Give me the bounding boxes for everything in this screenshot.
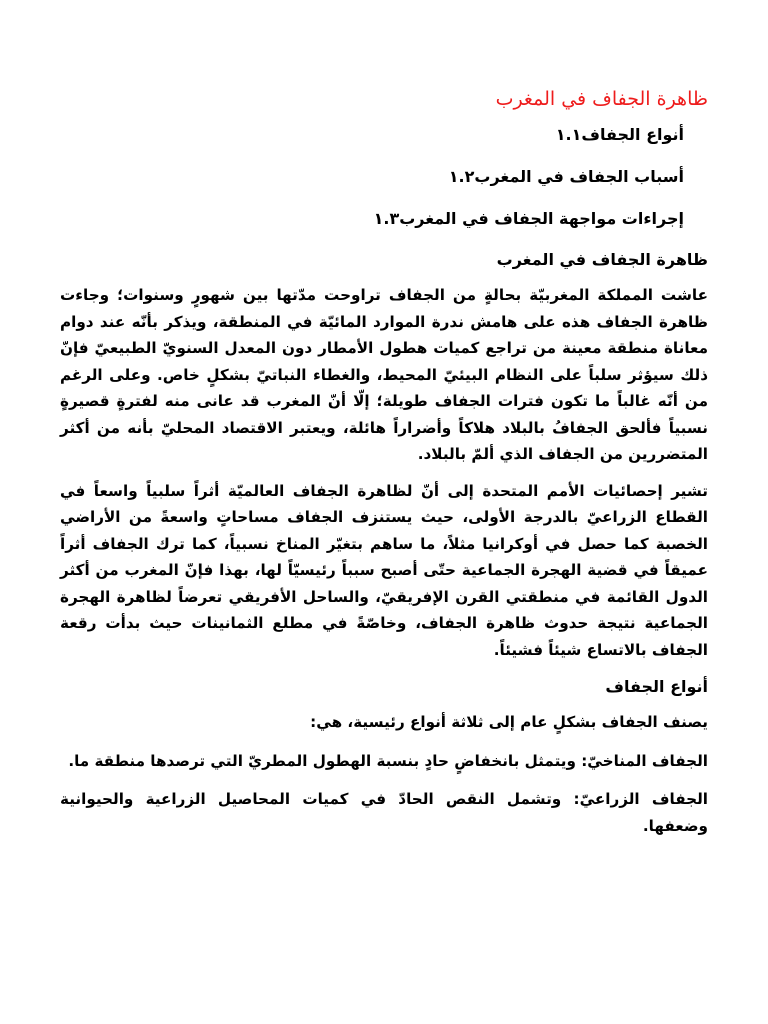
types-heading: أنواع الجفاف — [605, 677, 708, 696]
paragraph-drought-overview: عاشت المملكة المغربيّة بحالةٍ من الجفاف تراوحت مدّتها بين شهورٍ وسنوات؛ وجاءت ظاهرة الجفاف هذه على هامش ندرة الموارد المائيّة في المنطقة، ويذكر بأنّه عند دوام معاناة منطقة معينة من تراجع كميات هطول الأمطار دون المعدل السنويّ الطبيعيّ فإنّ ذلك سيؤثر سلباً على النظام البيئيّ المحيط، والغطاء النباتيّ بشكلٍ خاص. وعلى الرغم من أنّه غالباً ما تكون فترات الجفاف طويلة؛ إلّا أنّ المغرب قد عانى منه لفترةٍ قصيرةٍ نسبياً فألحق الجفافُ بالبلاد هلاكاً وأضراراً هائلة، ويعتبر الاقتصاد المحليّ بأنه من أكثر المتضررين من الجفاف الذي ألمّ بالبلاد. — [60, 286, 708, 463]
toc-item-types[interactable]: أنواع الجفاف١.١ — [555, 125, 684, 144]
type-agricultural-drought: الجفاف الزراعيّ: وتشمل النقص الحادّ في كميات المحاصيل الزراعية والحيوانية وضعفها. — [60, 790, 708, 835]
section-heading: ظاهرة الجفاف في المغرب — [496, 250, 708, 269]
types-intro: يصنف الجفاف بشكلٍ عام إلى ثلاثة أنواع رئيسية، هي: — [310, 713, 708, 731]
table-of-contents — [60, 120, 708, 234]
type-climatic-drought: الجفاف المناخيّ: ويتمثل بانخفاضٍ حادٍ بنسبة الهطول المطريّ التي ترصدها منطقة ما. — [68, 751, 708, 770]
document-title: ظاهرة الجفاف في المغرب — [495, 88, 708, 110]
paragraph-un-statistics: تشير إحصائيات الأمم المتحدة إلى أنّ لظاهرة الجفاف العالميّة أثراً سلبياً واسعاً في القطاع الزراعيّ بالدرجة الأولى، حيث يستنزف الجفاف مساحاتٍ واسعةً من الأراضي الخصبة كما حصل في أوكرانيا مثلاً، ما ساهم بتغيّر المناخ نسبياً، كما ترك الجفاف أثراً عميقاً في قضية الهجرة الجماعية حتّى أصبح سبباً رئيسيّاً لها، بهذا فإنّ المغرب من أكثر الدول القائمة في منطقتي القرن الإفريقيّ، والساحل الأفريقي تعرضاً لظاهرة الهجرة الجماعية نتيجة حدوث ظاهرة الجفاف، وخاصّةً في مطلع الثمانينات حيث بدأت رقعة الجفاف بالاتساع شيئاً فشيئاً. — [60, 481, 708, 659]
toc-item-causes[interactable]: أسباب الجفاف في المغرب١.٢ — [448, 167, 684, 186]
toc-item-measures[interactable]: إجراءات مواجهة الجفاف في المغرب١.٣ — [373, 209, 684, 228]
